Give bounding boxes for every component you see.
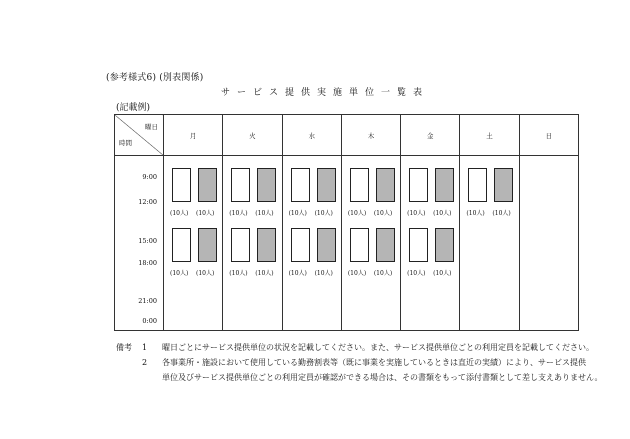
shaded-unit-box [494,168,513,202]
shaded-unit-box [317,228,336,262]
unit-box [291,228,310,262]
time-label-0900: 9:00 [142,173,157,181]
shaded-unit-box [257,168,276,202]
note-text: 曜日ごとにサービス提供単位の状況を記載してください。また、サービス提供単位ごとの利用定員を記載してください。 [162,343,594,352]
capacity-label: (10人) [373,210,393,217]
unit-box [291,168,310,202]
time-label-1500: 15:00 [138,237,157,245]
capacity-label: (10人) [347,270,367,277]
time-label-1200: 12:00 [138,198,157,206]
unit-box [350,168,369,202]
page-title: サービス提供実施単位一覧表 [220,88,429,98]
unit-box [468,168,487,202]
capacity-label: (10人) [229,210,248,217]
time-label-2100: 21:00 [138,297,157,305]
day-cell-thu [341,156,400,331]
notes-label: 備考 [116,343,132,352]
capacity-label: (10人) [170,270,189,277]
corner-cell [115,115,164,156]
table-header-row [115,115,579,156]
note-number: 1 [142,343,148,352]
capacity-label: (10人) [196,270,215,277]
day-cell-sat [460,156,519,331]
capacity-label: (10人) [407,270,426,277]
capacity-label: (10人) [407,210,426,217]
note-1 [116,340,602,355]
capacity-label: (10人) [466,210,485,217]
capacity-label: (10人) [288,270,307,277]
reference-label: (参考様式6) (別表関係) [106,73,204,83]
shaded-unit-box [198,228,217,262]
day-header-sun: 日 [519,115,578,156]
day-cell-mon [164,156,223,331]
note-2-continued [116,370,602,385]
shaded-unit-box [435,228,454,262]
day-cell-tue [223,156,282,331]
corner-time-label: 時間 [119,139,132,147]
unit-box [409,228,428,262]
note-text: 単位及びサービス提供単位ごとの利用定員が確認ができる場合は、その書類をもって添付書類として差し支えありません。 [162,373,603,382]
capacity-label: (10人) [170,210,189,217]
example-label: (記載例) [116,103,151,113]
unit-box [172,228,191,262]
day-cell-wed [282,156,341,331]
unit-box [409,168,428,202]
time-label-1800: 18:00 [138,259,157,267]
shaded-unit-box [257,228,276,262]
note-number: 2 [142,358,148,367]
capacity-label: (10人) [347,210,367,217]
capacity-label: (10人) [433,270,452,277]
day-header-wed: 水 [282,115,341,156]
day-header-thu: 木 [341,115,400,156]
capacity-label: (10人) [314,270,333,277]
unit-box [231,168,250,202]
day-header-fri: 金 [401,115,460,156]
capacity-label: (10人) [288,210,307,217]
shaded-unit-box [376,228,395,262]
day-header-sat: 土 [460,115,519,156]
day-cell-sun [519,156,578,331]
service-unit-table [114,114,579,331]
capacity-label: (10人) [433,210,452,217]
day-cell-fri [401,156,460,331]
unit-box [172,168,191,202]
note-2 [116,355,602,370]
shaded-unit-box [435,168,454,202]
capacity-label: (10人) [314,210,333,217]
shaded-unit-box [198,168,217,202]
shaded-unit-box [317,168,336,202]
note-text: 各事業所・施設において使用している勤務割表等（既に事業を実施しているときは直近の実績）により、サービス提供 [162,358,586,367]
capacity-label: (10人) [373,270,393,277]
capacity-label: (10人) [255,270,274,277]
unit-box [231,228,250,262]
time-label-0000: 0:00 [142,317,157,325]
unit-box [350,228,369,262]
day-header-tue: 火 [223,115,282,156]
capacity-label: (10人) [255,210,274,217]
corner-day-label: 曜日 [145,123,158,131]
capacity-label: (10人) [492,210,511,217]
table-body-row [115,156,579,331]
time-column [115,156,164,331]
capacity-label: (10人) [229,270,248,277]
shaded-unit-box [376,168,395,202]
day-header-mon: 月 [164,115,223,156]
notes-section [116,340,602,385]
capacity-label: (10人) [196,210,215,217]
